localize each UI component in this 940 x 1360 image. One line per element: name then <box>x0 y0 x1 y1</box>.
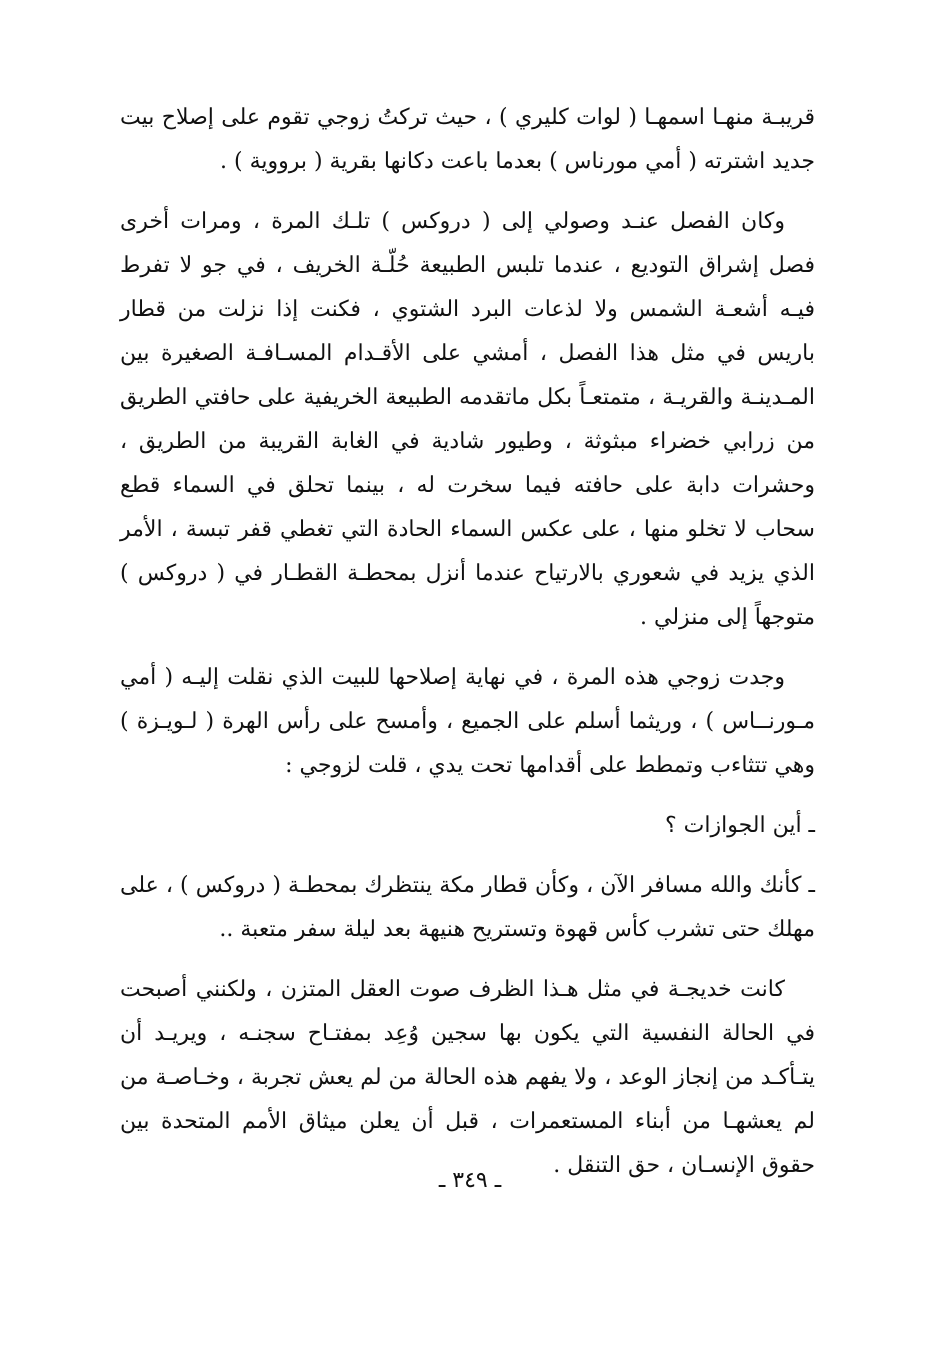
page-body <box>120 96 815 1204</box>
paragraph-continued: قريبـة منهـا اسمهـا ( لوات كليري ) ، حيث تركتُ زوجي تقوم على إصلاح بيت جديد اشترته ( أمي مورناس ) بعدما باعت دكانها بقرية ( برووية ) . <box>120 105 815 174</box>
dialogue-wife-reply: ـ كأنك والله مسافر الآن ، وكأن قطار مكة ينتظرك بمحطـة ( دروكس ) ، على مهلك حتى تشرب كأس قهوة وتستريح هنيهة بعد ليلة سفر متعبة .. <box>120 873 815 942</box>
dialogue-passports-question: ـ أين الجوازات ؟ <box>664 813 815 838</box>
page-number: ـ ٣٤٩ ـ <box>438 1168 502 1193</box>
paragraph-reflection: كانت خديجـة في مثل هـذا الظرف صوت العقل المتزن ، ولكنني أصبحت في الحالة النفسية التي يكون بها سجين وُعِد بمفتـاح سجنـه ، ويريـد أن يتـأكـد من إنجاز الوعد ، ولا يفهم هذه الحالة من لم يعش تجربة ، وخـاصـة من لم يعشهـا من أبناء المستعمرات ، قبل أن يعلن ميثاق الأمم المتحدة بين حقوق الإنسـان ، حق التنقل . <box>120 977 815 1178</box>
paragraph-autumn-walk: وكان الفصل عنـد وصولي إلى ( دروكس ) تلـك المرة ، ومرات أخرى فصل إشراق التوديع ، عندما تلبس الطبيعة حُلّـة الخريف ، في جو لا تفرط فيـه أشعـة الشمس ولا لذعات البرد الشتوي ، فكنت إذا نزلت من قطار باريس في مثل هذا الفصل ، أمشي على الأقـدام المسـافـة الصغيرة بين المـدينـة والقريـة ، متمتعـاً بكل ماتقدمه الطبيعة الخريفية على حافتي الطريق من زرابي خضراء مبثوثة ، وطيور شادية في الغابة القريبة من الطريق ، وحشرات دابة على حافته فيما سخرت له ، بينما تحلق في السماء قطع سحاب لا تخلو منها ، على عكس السماء الحادة التي تغطي قفر تبسة ، الأمر الذي يزيد في شعوري بالارتياح عندما أنزل بمحطـة القطـار في ( دروكس ) متوجهاً إلى منزلي . <box>120 209 815 630</box>
paragraph-arrival-home: وجدت زوجي هذه المرة ، في نهاية إصلاحها للبيت الذي نقلت إليـه ( أمي مـورنــاس ) ، وريثما أسلم على الجميع ، وأمسح على رأس الهرة ( لـويـزة ) وهي تتثاءب وتمطط على أقدامها تحت يدي ، قلت لزوجي : <box>120 665 815 778</box>
